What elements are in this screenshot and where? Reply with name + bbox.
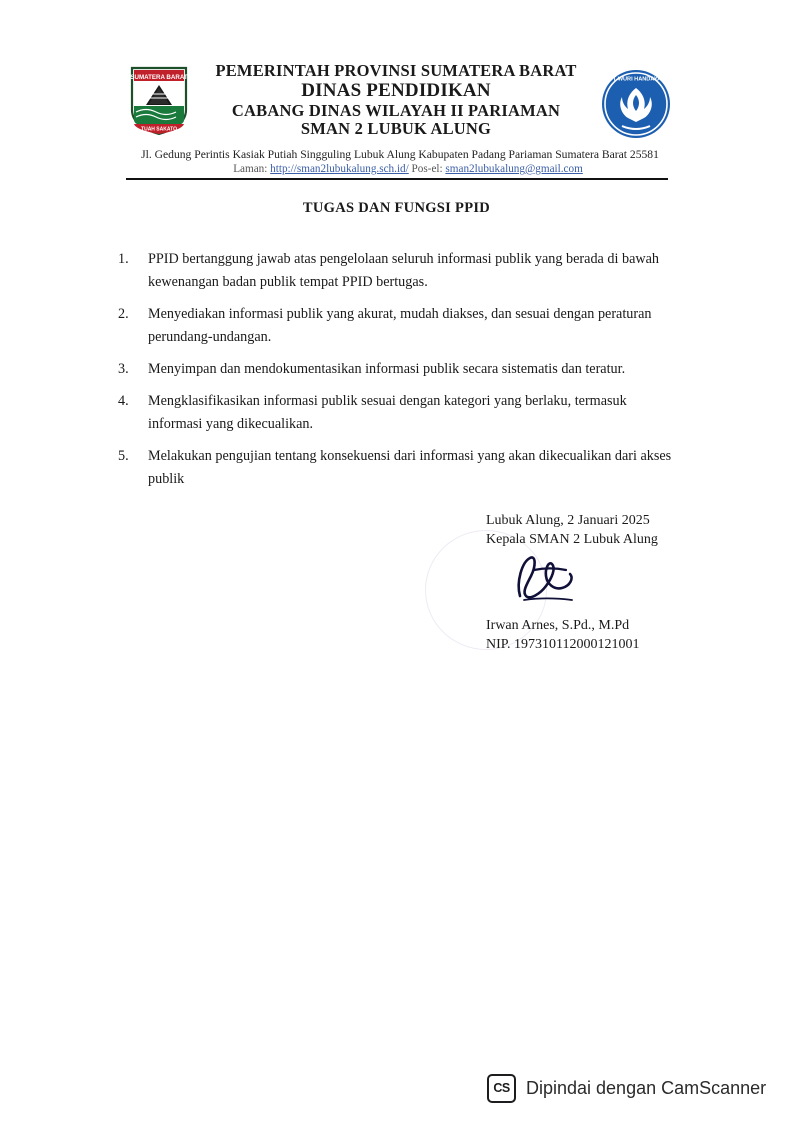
sumatera-barat-provincial-crest <box>128 64 190 136</box>
mail-label: Pos-el: <box>408 163 446 175</box>
list-item-number: 1. <box>118 251 129 267</box>
email-link[interactable]: sman2lubukalung@gmail.com <box>445 163 583 175</box>
signatory-name: Irwan Arnes, S.Pd., M.Pd <box>486 617 630 633</box>
list-item-number: 2. <box>118 306 129 322</box>
website-link[interactable]: http://sman2lubukalung.sch.id/ <box>270 163 409 175</box>
list-item-text: Melakukan pengujian tentang konsekuensi dari informasi yang akan dikecualikan dari akses publik <box>148 448 672 487</box>
svg-text:SUMATERA BARAT: SUMATERA BARAT <box>130 74 188 81</box>
signature-space <box>486 550 766 616</box>
tut-wuri-handayani-logo <box>600 68 672 140</box>
list-item <box>118 303 678 349</box>
camscanner-label: Dipindai dengan CamScanner <box>526 1077 767 1098</box>
list-item <box>118 390 678 436</box>
list-item-number: 3. <box>118 361 129 377</box>
letterhead-text <box>198 62 594 139</box>
signatory-nip: NIP. 197310112000121001 <box>486 637 640 653</box>
letterhead-address: Jl. Gedung Perintis Kasiak Putiah Singguling Lubuk Alung Kabupaten Padang Pariaman Sumatera Barat 25581 <box>141 148 659 161</box>
list-item-number: 4. <box>118 393 129 409</box>
duties-list <box>118 248 678 500</box>
letterhead-line-branch: CABANG DINAS WILAYAH II PARIAMAN <box>231 100 561 120</box>
list-item <box>118 248 678 294</box>
list-item-text: Menyimpan dan mendokumentasikan informasi publik secara sistematis dan teratur. <box>148 361 626 377</box>
list-item-number: 5. <box>118 448 129 464</box>
letterhead-line-province: PEMERINTAH PROVINSI SUMATERA BARAT <box>215 61 577 80</box>
camscanner-watermark <box>487 1068 779 1108</box>
svg-text:TUT WURI HANDAYANI: TUT WURI HANDAYANI <box>605 76 667 83</box>
svg-text:TUAH SAKATO: TUAH SAKATO <box>141 126 177 133</box>
page-title: TUGAS DAN FUNGSI PPID <box>302 200 491 216</box>
letterhead-contact <box>158 163 658 175</box>
list-item <box>118 445 678 491</box>
letterhead-line-office: DINAS PENDIDIKAN <box>301 80 491 102</box>
list-item <box>118 358 678 381</box>
camscanner-icon: CS <box>487 1074 516 1103</box>
signature-position: Kepala SMAN 2 Lubuk Alung <box>486 531 658 547</box>
letterhead <box>118 62 678 174</box>
signature-block <box>486 512 766 655</box>
letterhead-divider <box>126 178 668 180</box>
list-item-text: Menyediakan informasi publik yang akurat, mudah diakses, dan sesuai dengan peraturan perundang-undangan. <box>148 306 652 345</box>
letterhead-line-school: SMAN 2 LUBUK ALUNG <box>300 119 492 139</box>
web-label: Laman: <box>233 163 271 175</box>
signature-place-date: Lubuk Alung, 2 Januari 2025 <box>486 513 650 528</box>
list-item-text: PPID bertanggung jawab atas pengelolaan seluruh informasi publik yang berada di bawah kewenangan badan publik tempat PPID bertugas. <box>148 251 659 290</box>
list-item-text: Mengklasifikasikan informasi publik sesuai dengan kategori yang berlaku, termasuk informasi yang dikecualikan. <box>148 393 627 432</box>
